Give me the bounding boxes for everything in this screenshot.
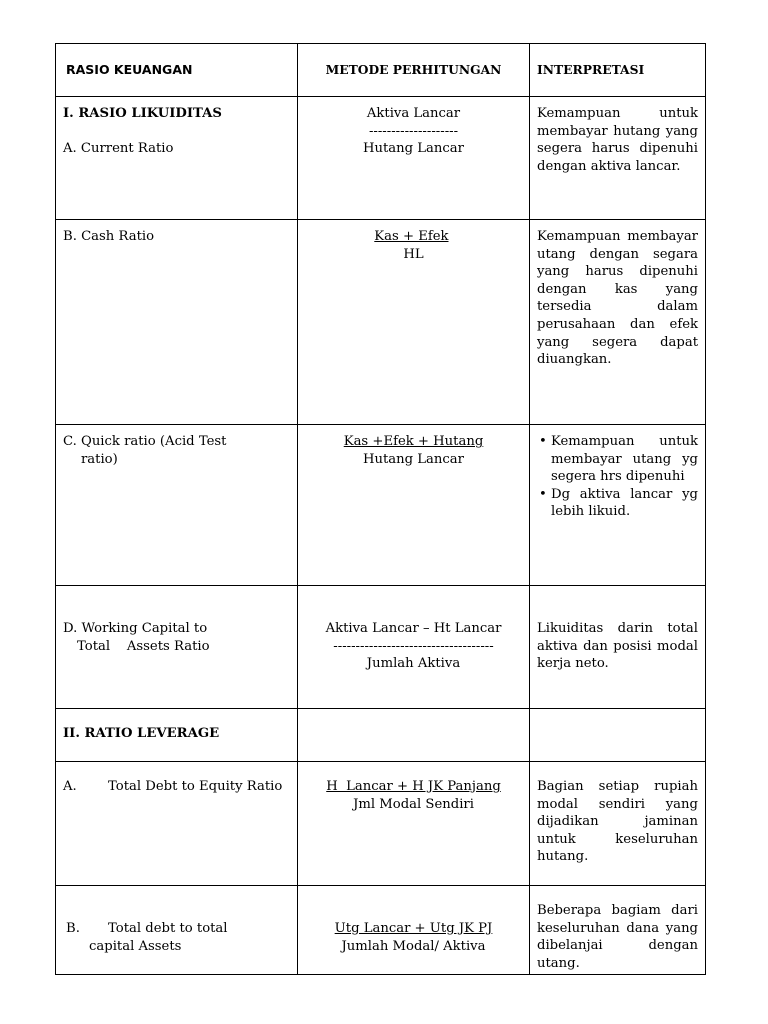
formula-numerator: Aktiva Lancar	[366, 106, 461, 121]
interpretation-bullet: • Kemampuan untuk membayar utang yg segera hrs dipenuhi	[551, 433, 698, 486]
ratio-name-cell	[56, 762, 298, 886]
interpretation-cell: Beberapa bagiam dari keseluruhan dana yang dibelanjai dengan utang.	[530, 886, 706, 975]
interpretation-cell	[530, 425, 706, 586]
formula-denominator: Jml Modal Sendiri	[353, 796, 474, 812]
formula-numerator: Utg Lancar + Utg JK PJ	[334, 921, 493, 936]
interpretation-cell: Bagian setiap rupiah modal sendiri yang dijadikan jaminan untuk keseluruhan hutang.	[530, 762, 706, 886]
formula-denominator: Jumlah Aktiva	[366, 656, 461, 672]
ratio-prefix: A.	[63, 779, 77, 794]
ratio-table	[55, 43, 706, 975]
formula-cell	[298, 586, 530, 709]
header-interpretasi: INTERPRETASI	[530, 44, 706, 97]
interpretation-cell: Likuiditas darin total aktiva dan posisi modal kerja neto.	[530, 586, 706, 709]
ratio-name-current-ratio: A. Current Ratio	[63, 141, 174, 157]
ratio-prefix: B.	[66, 921, 80, 936]
table-row	[56, 425, 706, 586]
formula-cell	[298, 886, 530, 975]
ratio-name-debt-to-equity: Total Debt to Equity Ratio	[108, 779, 283, 794]
empty-cell	[298, 709, 530, 762]
formula-cell	[298, 97, 530, 220]
table-row	[56, 886, 706, 975]
formula-cell	[298, 425, 530, 586]
formula-numerator: Kas + Efek	[374, 229, 449, 244]
ratio-name-quick-ratio: C. Quick ratio (Acid Test	[63, 434, 227, 449]
ratio-name-working-capital: D. Working Capital to	[63, 621, 208, 636]
ratio-name-cash-ratio: B. Cash Ratio	[56, 220, 298, 425]
formula-denominator: Hutang Lancar	[363, 141, 464, 157]
ratio-name-cell	[56, 586, 298, 709]
table-row	[56, 586, 706, 709]
formula-numerator: Kas +Efek + Hutang	[343, 434, 484, 449]
fraction-line: ------------------------------------	[333, 638, 494, 654]
ratio-name-debt-to-capital-cont: capital Assets	[89, 938, 182, 954]
interpretation-cell: Kemampuan untuk membayar hutang yang segera harus dipenuhi dengan aktiva lancar.	[530, 97, 706, 220]
table-row	[56, 97, 706, 220]
ratio-name-quick-ratio-cont: ratio)	[81, 451, 118, 467]
formula-numerator: Aktiva Lancar – Ht Lancar	[325, 621, 502, 636]
formula-denominator: Hutang Lancar	[363, 451, 464, 467]
formula-numerator: H Lancar + H JK Panjang	[326, 779, 501, 794]
table-row	[56, 709, 706, 762]
interpretation-bullet: • Dg aktiva lancar yg lebih likuid.	[551, 486, 698, 521]
ratio-name-cell	[56, 425, 298, 586]
ratio-name-cell	[56, 97, 298, 220]
formula-cell	[298, 220, 530, 425]
table-header-row	[56, 44, 706, 97]
formula-cell	[298, 762, 530, 886]
table-row	[56, 220, 706, 425]
section-title-likuiditas: I. RASIO LIKUIDITAS	[63, 106, 222, 121]
interpretation-cell: Kemampuan membayar utang dengan segara yang harus dipenuhi dengan kas yang tersedia dalam perusahaan dan efek yang segera dapat diuangkan.	[530, 220, 706, 425]
section-title-leverage: II. RATIO LEVERAGE	[56, 709, 298, 762]
header-rasio-keuangan: RASIO KEUANGAN	[56, 44, 298, 97]
ratio-name-working-capital-cont: Total Assets Ratio	[77, 638, 210, 654]
table-row	[56, 762, 706, 886]
header-metode-perhitungan: METODE PERHITUNGAN	[298, 44, 530, 97]
formula-denominator: Jumlah Modal/ Aktiva	[341, 938, 486, 954]
fraction-line: --------------------	[368, 123, 459, 139]
ratio-name-cell	[56, 886, 298, 975]
ratio-name-debt-to-capital: Total debt to total	[108, 921, 228, 936]
formula-denominator: HL	[403, 246, 424, 262]
empty-cell	[530, 709, 706, 762]
